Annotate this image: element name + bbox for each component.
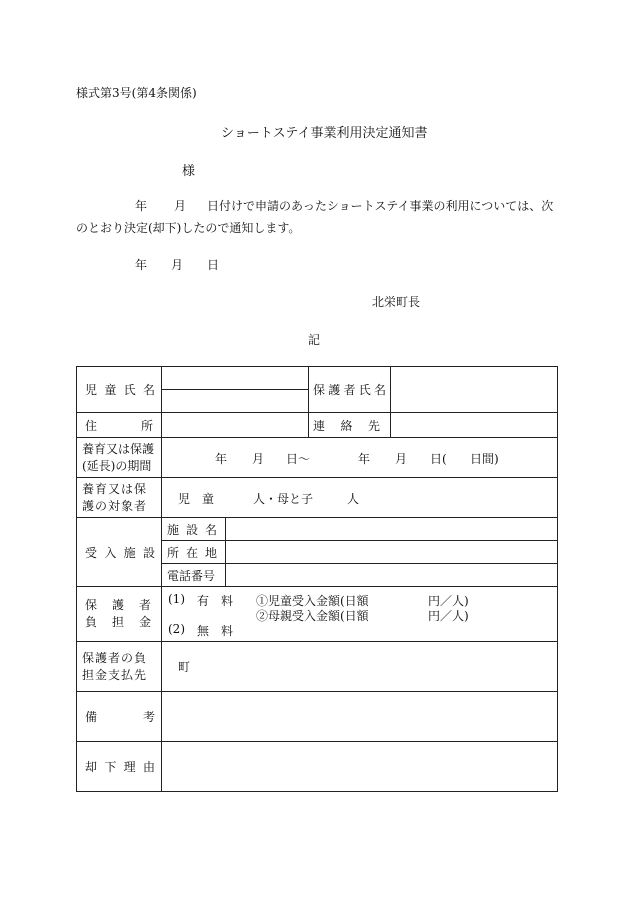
burden-mother-amount: ②母親受入金額(日額 — [256, 609, 369, 623]
burden-mother-unit: 円／人) — [428, 609, 469, 623]
facility-phone-label — [162, 564, 226, 587]
label-char: 受 — [85, 545, 98, 560]
period-field[interactable] — [162, 438, 558, 478]
target-mother-child: 人・母と子 — [253, 492, 314, 506]
label-char: 由 — [142, 760, 155, 774]
label-char: 者 — [138, 598, 151, 612]
body-year: 年 — [135, 199, 148, 213]
target-label-line2: 護の対象者 — [82, 498, 148, 513]
period-label-line1: 養育又は保護 — [82, 441, 155, 456]
label-char: 名 — [204, 522, 217, 537]
label-char: 童 — [104, 383, 117, 397]
target-child: 児 童 — [178, 492, 215, 506]
row-facility-name — [77, 518, 558, 541]
label-char: 者 — [343, 383, 356, 397]
form-number: 様式第3号(第4条関係) — [76, 86, 197, 100]
address-label — [77, 413, 162, 438]
facility-location-label — [162, 541, 226, 564]
document-title: ショートステイ事業利用決定通知書 — [221, 126, 428, 141]
target-label-line1: 養育又は保 — [82, 481, 148, 496]
period-label — [77, 438, 162, 478]
label-char: 先 — [367, 418, 380, 433]
period-end-day: 日( — [430, 452, 447, 466]
facility-name-field[interactable] — [226, 518, 558, 541]
burden-paid-label: 有 料 — [197, 594, 234, 608]
burden-child-amount: ①児童受入金額(日額 — [256, 594, 369, 608]
label-char: 名 — [142, 383, 155, 397]
issuer-name: 北栄町長 — [372, 295, 421, 309]
ki-notation: 記 — [308, 333, 321, 347]
period-label-line2: (延長)の期間 — [82, 458, 152, 473]
period-days: 日間) — [470, 452, 499, 466]
label-char: 絡 — [340, 418, 353, 433]
target-label — [77, 478, 162, 518]
payee-label-line2: 担金支払先 — [82, 667, 148, 682]
label-char: 入 — [104, 545, 117, 560]
body-line-2: のとおり決定(却下)したので通知します。 — [76, 221, 301, 235]
label-char: 理 — [123, 760, 136, 774]
child-name-slot[interactable] — [162, 390, 308, 412]
label-char: 金 — [138, 615, 151, 629]
label-char: 却 — [85, 760, 98, 774]
label-char: 所 — [167, 545, 180, 560]
row-period — [77, 438, 558, 478]
label-char: 児 — [85, 383, 98, 397]
guardian-name-field[interactable] — [391, 367, 558, 413]
label-char: 負 — [85, 615, 98, 629]
facility-label — [77, 518, 162, 587]
label-char: 保 — [313, 383, 326, 397]
label-char: 担 — [111, 615, 124, 629]
burden-free-label: 無 料 — [197, 624, 234, 638]
label-char: 設 — [142, 545, 155, 560]
facility-name-label — [162, 518, 226, 541]
rejection-label — [77, 742, 162, 792]
contact-label — [309, 413, 391, 438]
label-char: 保 — [85, 598, 98, 612]
payee-town: 町 — [178, 660, 191, 674]
body-month: 月 — [174, 199, 187, 213]
label-char: 在 — [185, 545, 198, 560]
label-char: 氏 — [123, 383, 136, 397]
payee-label — [77, 642, 162, 692]
label-char: 連 — [313, 418, 326, 433]
guardian-name-label — [309, 367, 391, 413]
label-char: 住 — [85, 418, 98, 433]
label-char: 下 — [104, 760, 117, 774]
burden-field[interactable] — [162, 587, 558, 642]
label-char: 所 — [140, 418, 153, 433]
remarks-field[interactable] — [162, 692, 558, 742]
label-char: 考 — [142, 710, 155, 724]
target-person-unit: 人 — [347, 492, 360, 506]
label-char: 地 — [204, 545, 217, 560]
payee-label-line1: 保護者の負 — [82, 650, 148, 665]
payee-field[interactable] — [162, 642, 558, 692]
row-burden — [77, 587, 558, 642]
contact-field[interactable] — [391, 413, 558, 438]
period-start-year: 年 — [215, 452, 228, 466]
label-char: 護 — [328, 383, 341, 397]
body-text-rest: 日付けで申請のあったショートステイ事業の利用については、次 — [207, 199, 554, 213]
child-name-label — [77, 367, 162, 413]
issue-month: 月 — [171, 258, 184, 272]
period-end-month: 月 — [395, 452, 408, 466]
body-line-1 — [76, 197, 557, 215]
label-char: 備 — [85, 710, 98, 724]
addressee-suffix: 様 — [182, 164, 196, 179]
label-char: 名 — [373, 383, 386, 397]
row-rejection — [77, 742, 558, 792]
label-char: 氏 — [358, 383, 371, 397]
child-name-furigana-slot[interactable] — [162, 367, 308, 390]
period-start-day: 日〜 — [286, 452, 311, 466]
period-start-month: 月 — [252, 452, 265, 466]
burden-free-number: (2) — [168, 622, 185, 636]
facility-location-field[interactable] — [226, 541, 558, 564]
label-char: 護 — [111, 598, 124, 612]
label-char: 設 — [185, 522, 198, 537]
row-names — [77, 367, 558, 413]
issue-day: 日 — [207, 258, 220, 272]
row-address — [77, 413, 558, 438]
facility-phone-label-text: 電話番号 — [167, 568, 216, 583]
issue-year: 年 — [135, 258, 148, 272]
issue-date — [76, 256, 276, 274]
row-target — [77, 478, 558, 518]
row-remarks — [77, 692, 558, 742]
label-char: 施 — [167, 522, 180, 537]
child-name-field[interactable] — [162, 367, 309, 413]
facility-phone-field[interactable] — [226, 564, 558, 587]
burden-paid-number: (1) — [168, 592, 185, 606]
remarks-label — [77, 692, 162, 742]
period-end-year: 年 — [358, 452, 371, 466]
target-field[interactable] — [162, 478, 558, 518]
burden-child-unit: 円／人) — [428, 594, 469, 608]
label-char: 施 — [123, 545, 136, 560]
row-payee — [77, 642, 558, 692]
notification-table — [76, 366, 558, 792]
address-field[interactable] — [162, 413, 309, 438]
rejection-field[interactable] — [162, 742, 558, 792]
burden-label — [77, 587, 162, 642]
